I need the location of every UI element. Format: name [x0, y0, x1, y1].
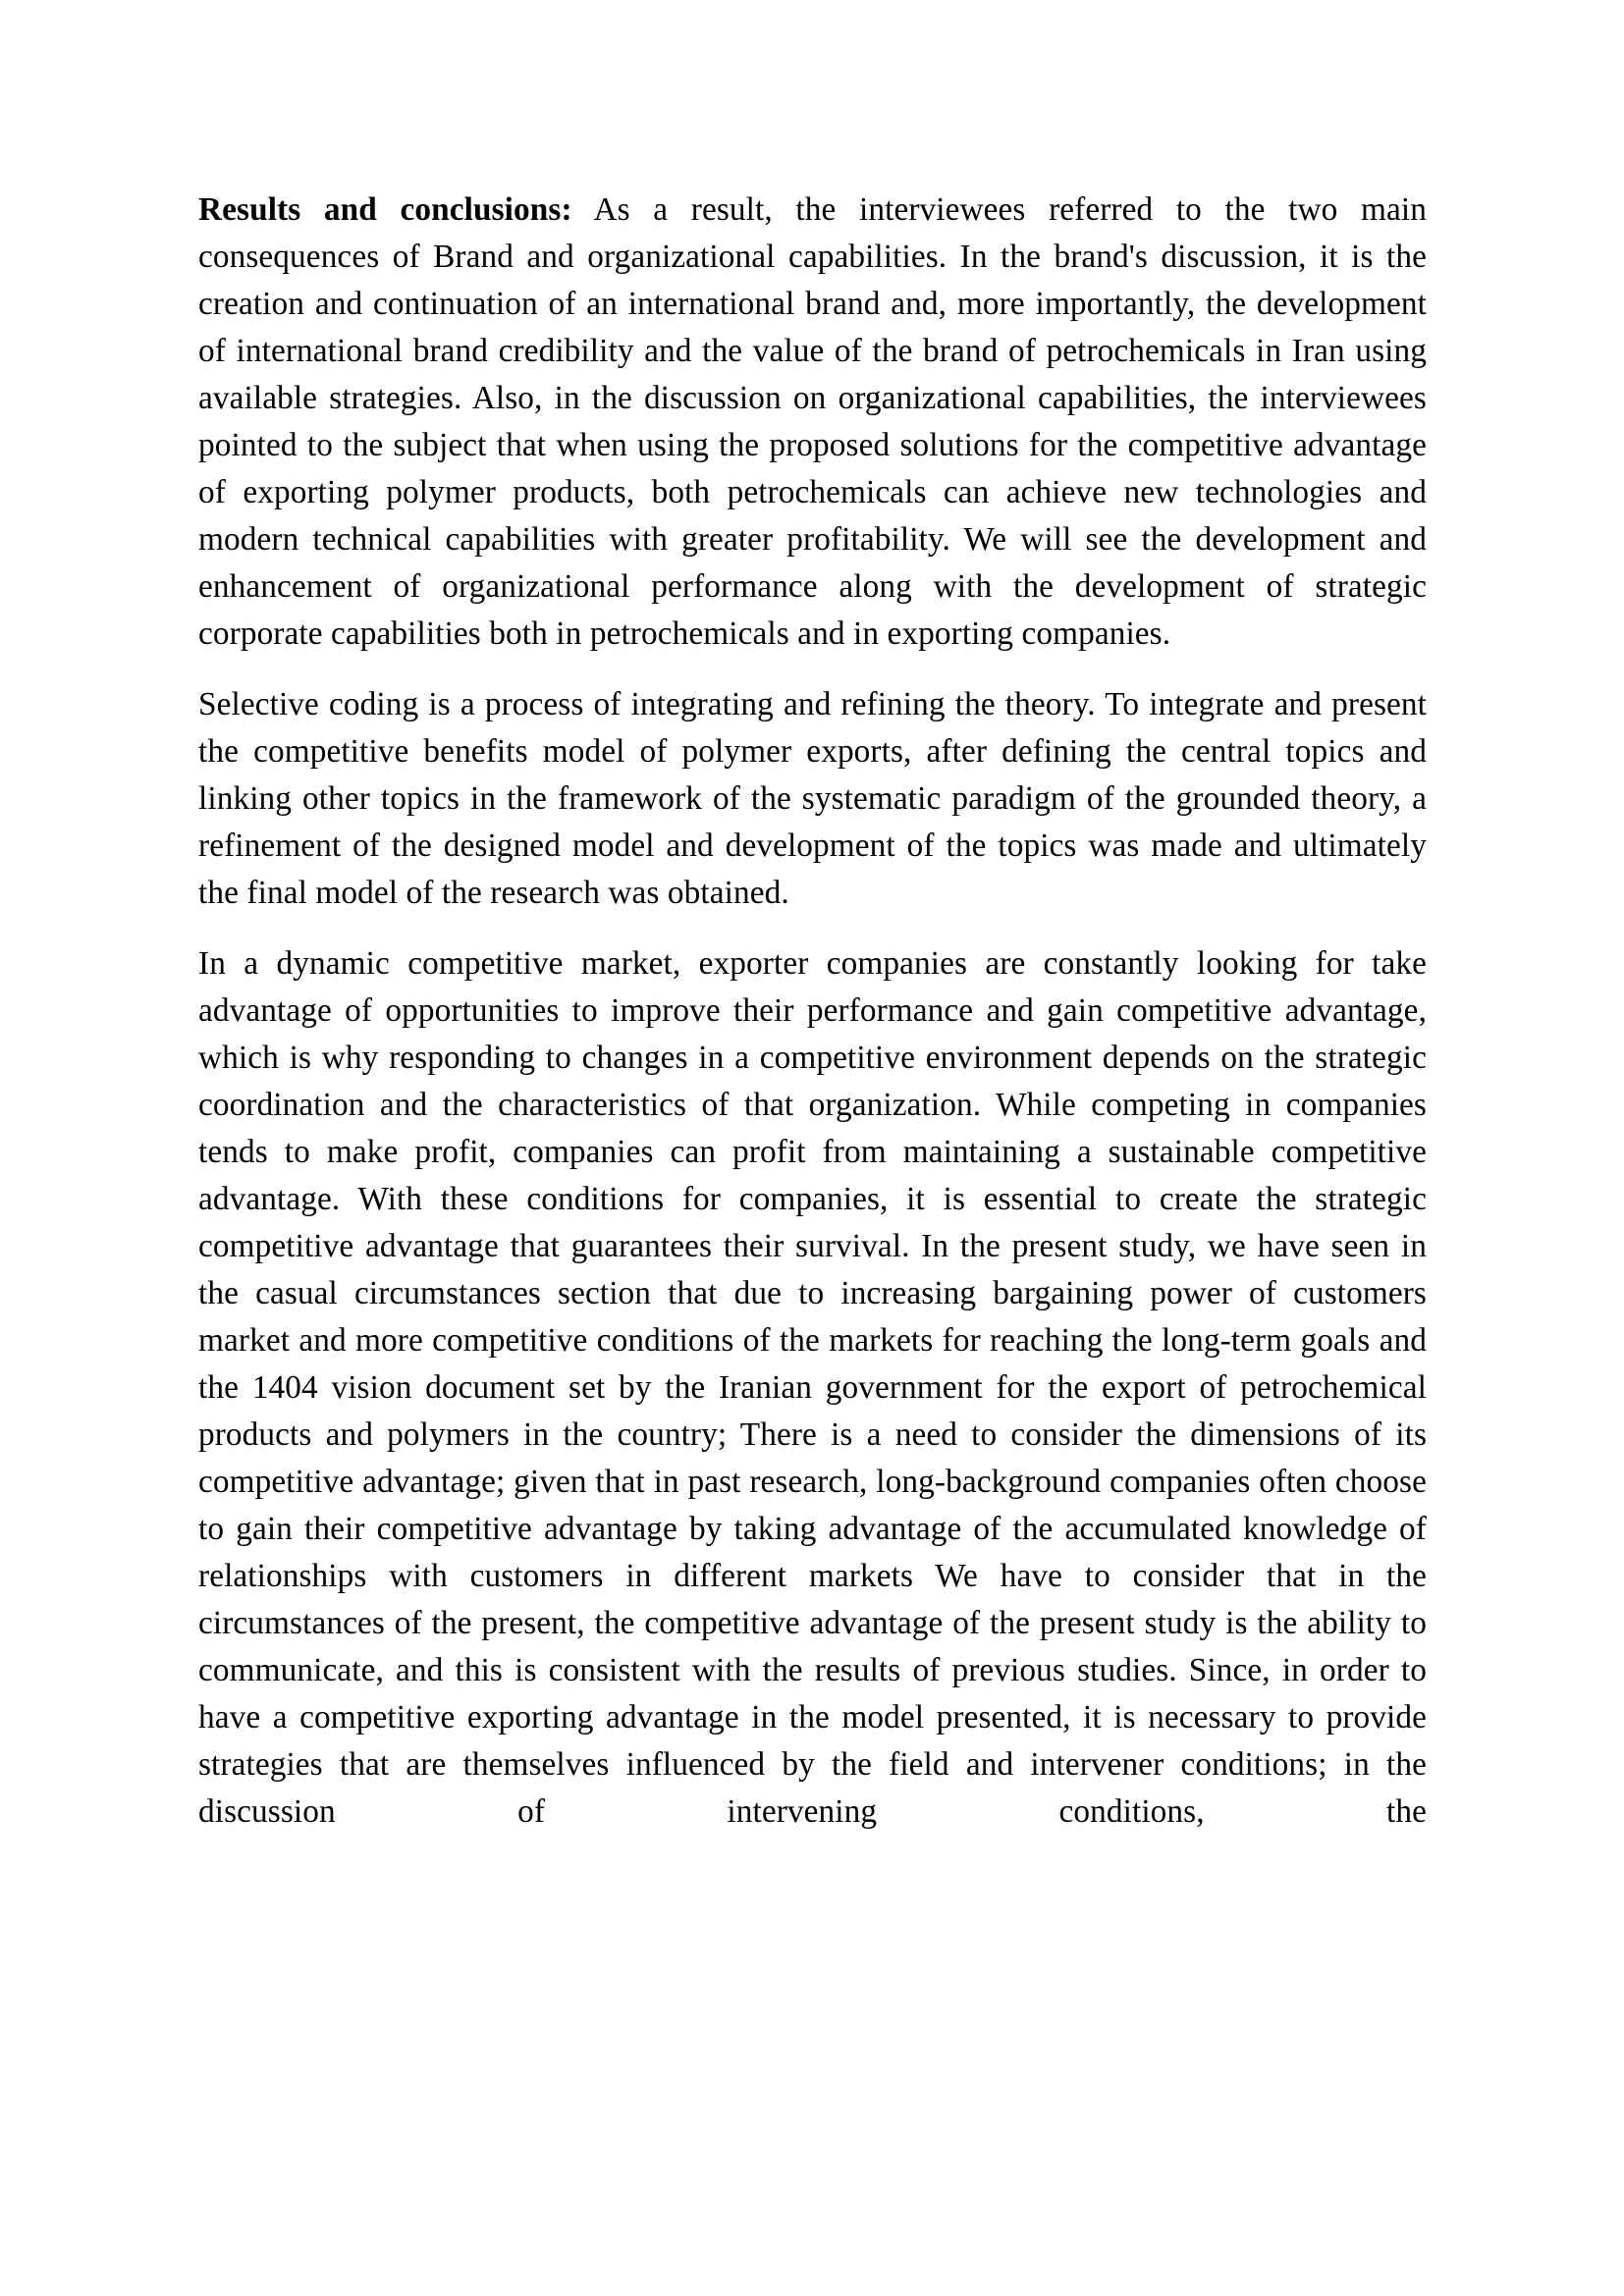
paragraph-results-and-conclusions: [198, 187, 1427, 658]
results-and-conclusions-heading: Results and conclusions:: [198, 191, 572, 228]
paragraph-results-body: As a result, the interviewees referred to the two main consequences of Brand and organizational capabilities. In the brand's discussion, it is the creation and continuation of an international brand and, more importantly, the development of international brand credibility and the value of the brand of petrochemicals in Iran using available strategies. Also, in the discussion on organizational capabilities, the interviewees pointed to the subject that when using the proposed solutions for the competitive advantage of exporting polymer products, both petrochemicals can achieve new technologies and modern technical capabilities with greater profitability. We will see the development and enhancement of organizational performance along with the development of strategic corporate capabilities both in petrochemicals and in exporting companies.: [198, 191, 1428, 652]
paragraph-selective-coding: Selective coding is a process of integrating and refining the theory. To integrate and present the competitive benefits model of polymer exports, after defining the central topics and linking other topics in the framework of the systematic paradigm of the grounded theory, a refinement of the designed model and development of the topics was made and ultimately the final model of the research was obtained.: [198, 686, 1427, 911]
text-block: [198, 187, 1427, 1859]
paragraph-dynamic-competitive-market: In a dynamic competitive market, exporter companies are constantly looking for take advantage of opportunities to improve their performance and gain competitive advantage, which is why responding to changes in a competitive environment depends on the strategic coordination and the characteristics of that organization. While competing in companies tends to make profit, companies can profit from maintaining a sustainable competitive advantage. With these conditions for companies, it is essential to create the strategic competitive advantage that guarantees their survival. In the present study, we have seen in the casual circumstances section that due to increasing bargaining power of customers market and more competitive conditions of the markets for reaching the long-term goals and the 1404 vision document set by the Iranian government for the export of petrochemical products and polymers in the country; There is a need to consider the dimensions of its competitive advantage; given that in past research, long-background companies often choose to gain their competitive advantage by taking advantage of the accumulated knowledge of relationships with customers in different markets We have to consider that in the circumstances of the present, the competitive advantage of the present study is the ability to communicate, and this is consistent with the results of previous studies. Since, in order to have a competitive exporting advantage in the model presented, it is necessary to provide strategies that are themselves influenced by the field and intervener conditions; in the discussion of intervening conditions, the: [198, 945, 1427, 1830]
